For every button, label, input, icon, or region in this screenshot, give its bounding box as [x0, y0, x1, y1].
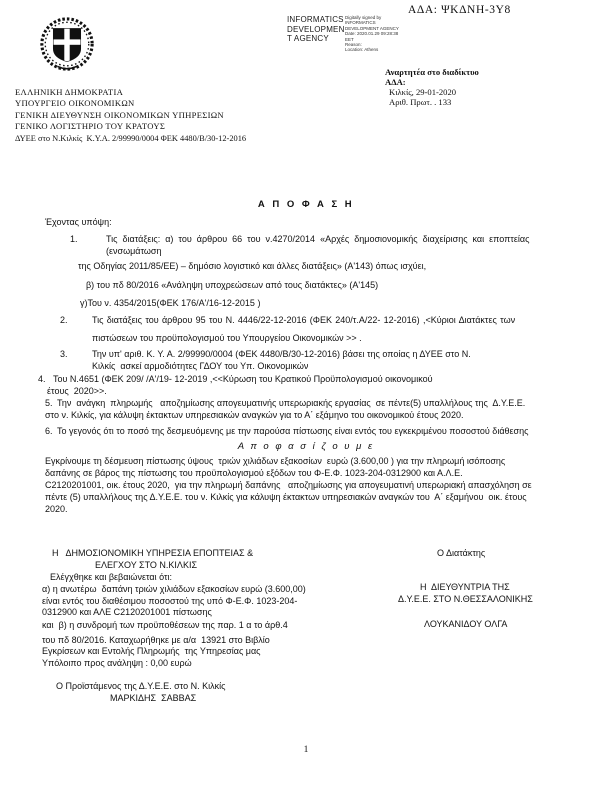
- item-number: 3.: [60, 349, 68, 359]
- item-text: Του Ν.4651 (ΦΕΚ 209/ /Α'/19- 12-2019 ,<<Κύρωση του Κρατικού Προϋπολογισμού οικονομικού: [53, 374, 433, 384]
- decision-paragraph-line: πέντε (5) υπαλλήλους της Δ.Υ.Ε.Ε. του ν. Κιλκίς για κάλυψη έκτακτων υπηρεσιακών αναγκών του Α΄ εξαμήνου οικ. έτους: [45, 492, 527, 502]
- list-item-1-cont: β) του πδ 80/2016 «Ανάληψη υποχρεώσεων από τους διατάκτες» (Α'145): [86, 280, 379, 290]
- decision-paragraph-line: C2120201001, οικ. έτους 2020, για την πληρωμή δαπάνης αποζημίωσης για απογευματινή υπερωριακή απασχόληση σε: [45, 480, 532, 490]
- decision-paragraph-line: Εγκρίνουμε τη δέσμευση πίστωσης ύψους τριών χιλιάδων εξακοσίων ευρώ (3.600,00 ) για την πληρωμή ισόποσης: [45, 456, 506, 466]
- left-signer-title: Ο Προϊστάμενος της Δ.Υ.Ε.Ε. στο Ν. Κιλκίς: [56, 681, 226, 691]
- informatics-agency-stamp: [287, 15, 345, 44]
- verification-line: είναι εντός του διαθέσιμου ποσοστού της υπό Φ-Ε.Φ. 1023-204-: [42, 596, 298, 606]
- item-text: Την ανάγκη πληρωμής αποζημίωσης απογευματινής υπερωριακής εργασίας σε πέντε(5) υπαλλήλους της Δ.Υ.Ε.Ε.: [57, 398, 526, 408]
- list-item-6: [45, 426, 528, 437]
- verification-line: 0312900 και ΑΛΕ C2120201001 πίστωσης: [42, 607, 212, 617]
- list-item-1-cont: (ενσωμάτωση: [106, 246, 162, 256]
- ada-label: ΑΔΑ:: [385, 77, 406, 87]
- list-item-4: [38, 374, 433, 385]
- greek-coat-of-arms-icon: [38, 16, 96, 79]
- list-item-5-cont: στο ν. Κιλκίς, για κάλυψη έκτακτων υπηρεσιακών αναγκών για το Α΄ εξάμηνο του οικονομικού έτους 2020.: [45, 410, 464, 420]
- header-state-accounting: ΓΕΝΙΚΟ ΛΟΓΙΣΤΗΡΙΟ ΤΟΥ ΚΡΑΤΟΥΣ: [15, 121, 166, 131]
- right-signer-title2: Δ.Υ.Ε.Ε. ΣΤΟ Ν.ΘΕΣΣΑΛΟΝΙΚΗΣ: [398, 594, 533, 604]
- header-ministry-finance: ΥΠΟΥΡΓΕΙΟ ΟΙΚΟΝΟΜΙΚΩΝ: [15, 98, 135, 108]
- list-item-2: [60, 315, 515, 326]
- page-number: 1: [303, 745, 309, 755]
- list-item-3: [60, 349, 471, 360]
- item-number: 5.: [45, 398, 53, 408]
- left-signature-heading: Η ΔΗΜΟΣΙΟΝΟΜΙΚΗ ΥΠΗΡΕΣΙΑ ΕΠΟΠΤΕΙΑΣ &: [52, 548, 254, 558]
- signature-line: DEVELOPMENT AGENCY: [345, 25, 399, 31]
- stamp-agency-line: INFORMATICS: [287, 15, 344, 24]
- verification-line: Ελέγχθηκε και βεβαιώνεται ότι:: [50, 572, 173, 582]
- right-signer-role: Ο Διατάκτης: [437, 548, 486, 558]
- item-number: 1.: [70, 234, 78, 244]
- signature-line: Reason:: [345, 42, 362, 48]
- item-text: Την υπ' αριθ. Κ. Υ. Α. 2/99990/0004 (ΦΕΚ 4480/Β/30-12-2016) βάσει της οποίας η ΔΥΕΕ στο Ν.: [92, 349, 471, 359]
- ada-code: ΑΔΑ: ΨΚΔΝΗ-3Υ8: [408, 4, 511, 16]
- item-number: 6.: [45, 426, 53, 436]
- decision-heading: Α Π Ο Φ Α Σ Η: [257, 199, 355, 210]
- signature-line: EET: [345, 36, 354, 42]
- signature-line: Date: 2020.01.29 09:28:38: [345, 31, 399, 37]
- item-text: Τις διατάξεις του άρθρου 95 του Ν. 4446/22-12-2016 (ΦΕΚ 240/τ.Α/22- 12-2016) ,<Κύριοι Διατάκτες των: [92, 315, 516, 325]
- header-hellenic-republic: ΕΛΛΗΝΙΚΗ ΔΗΜΟΚΡΑΤΙΑ: [15, 87, 124, 97]
- stamp-agency-line: T AGENCY: [287, 34, 329, 44]
- list-item-3-cont: Κιλκίς ασκεί αρμοδιότητες ΓΔΟΥ του Υπ. Οικονομικών: [92, 361, 309, 371]
- list-item-5: [45, 398, 525, 409]
- list-item-1-cont: γ)Του ν. 4354/2015(ΦΕΚ 176/Α'/16-12-2015 ): [80, 298, 261, 308]
- signature-line: Location: Athens: [345, 47, 379, 53]
- header-general-directorate: ΓΕΝΙΚΗ ΔΙΕΥΘΥΝΣΗ ΟΙΚΟΝΟΜΙΚΩΝ ΥΠΗΡΕΣΙΩΝ: [15, 110, 224, 120]
- header-dyee-kilkis: ΔΥΕΕ στο Ν.Κιλκίς Κ.Υ.Α. 2/99990/0004 ΦΕΚ 4480/Β/30-12-2016: [15, 134, 247, 143]
- item-number: 2.: [60, 315, 68, 325]
- item-text: Τις διατάξεις: α) του άρθρου 66 του ν.4270/2014 «Αρχές δημοσιονομικής διαχείρισης και εποπτείας: [106, 234, 530, 244]
- digital-signature-text: [345, 15, 399, 53]
- city-date: Κιλκίς, 29-01-2020: [389, 87, 457, 97]
- verification-line: και β) η συνδρομή των προϋποθέσεων της παρ. 1 α το άρθ.4: [42, 620, 288, 630]
- list-item-1: [70, 234, 529, 245]
- item-text: Το γεγονός ότι το ποσό της δεσμευόμενης με την παρούσα πίστωσης είναι εντός του εγκεκριμένου ποσοστού διάθεσης: [57, 426, 529, 436]
- signature-line: INFORMATICS: [345, 20, 376, 26]
- left-signature-heading2: ΕΛΕΓΧΟΥ ΣΤΟ Ν.ΚΙΛΚΙΣ: [95, 560, 198, 570]
- verification-line: Υπόλοιπο προς ανάληψη : 0,00 ευρώ: [42, 658, 192, 668]
- decision-paragraph-line: 2020.: [45, 504, 68, 514]
- item-number: 4.: [38, 374, 46, 384]
- stamp-agency-line: DEVELOPMEN: [287, 24, 345, 34]
- list-item-1-cont: της Οδηγίας 2011/85/ΕΕ) – δημόσιο λογιστικό και άλλες διατάξεις» (Α'143) όπως ισχύει,: [78, 261, 427, 271]
- list-item-2-cont: πιστώσεων του προϋπολογισμού του Υπουργείου Οικονομικών >> .: [92, 333, 362, 343]
- signature-line: Digitally signed by: [345, 15, 382, 20]
- having-regard-label: Έχοντας υπόψη:: [45, 217, 112, 227]
- protocol-number: Αριθ. Πρωτ. . 133: [389, 97, 452, 107]
- right-signer-title1: Η ΔΙΕΥΘΥΝΤΡΙΑ ΤΗΣ: [420, 582, 510, 592]
- verification-line: Εγκρίσεων και Εντολής Πληρωμής της Υπηρεσίας μας: [42, 646, 261, 656]
- decision-paragraph-line: δαπάνης σε βάρος της πίστωσης του προϋπολογισμού εξόδων του Φ-Ε.Φ. 1023-204-0312900 και Α.Λ.Ε.: [45, 468, 463, 478]
- right-signer-name: ΛΟΥΚΑΝΙΔΟΥ ΟΛΓΑ: [424, 619, 508, 629]
- verification-line: του πδ 80/2016. Καταχωρήθηκε με α/α 13921 στο Βιβλίο: [42, 635, 270, 645]
- verification-line: α) η ανωτέρω δαπάνη τριών χιλιάδων εξακοσίων ευρώ (3.600,00): [42, 584, 306, 594]
- left-signer-name: ΜΑΡΚΙΔΗΣ ΣΑΒΒΑΣ: [110, 693, 197, 703]
- list-item-4-cont: έτους 2020>>.: [47, 386, 107, 396]
- we-decide-heading: Α π ο φ α σ ί ζ ο υ μ ε: [237, 441, 375, 452]
- internet-posting-label: Αναρτητέα στο διαδίκτυο: [385, 67, 479, 77]
